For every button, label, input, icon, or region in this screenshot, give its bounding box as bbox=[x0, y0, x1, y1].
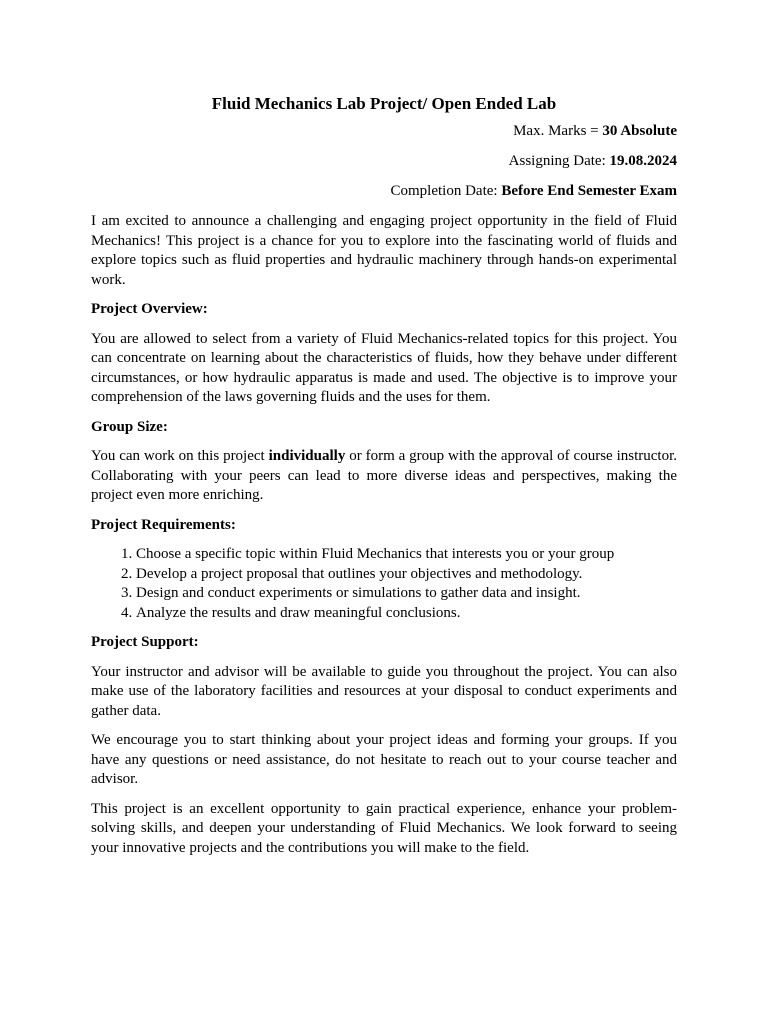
completion-date-line bbox=[91, 182, 677, 201]
assigning-date-line bbox=[91, 152, 677, 171]
requirements-list bbox=[91, 545, 677, 623]
document-title: Fluid Mechanics Lab Project/ Open Ended Lab bbox=[211, 94, 557, 113]
closing-paragraph: This project is an excellent opportunity to gain practical experience, enhance your problem-solving skills, and deepen your understanding of Fluid Mechanics. We look forward to seeing your innovative projects and the contributions you will make to the field. bbox=[91, 800, 677, 856]
requirement-item: 4. Analyze the results and draw meaningful conclusions. bbox=[136, 604, 677, 624]
requirement-item: 2. Develop a project proposal that outlines your objectives and methodology. bbox=[136, 565, 677, 585]
requirements-heading: Project Requirements: bbox=[91, 516, 236, 533]
group-size-text-after: or form a group with the approval of course instructor. Collaborating with your peers can lead to more diverse ideas and perspectives, making the project even more enriching. bbox=[91, 448, 677, 503]
max-marks-line bbox=[91, 122, 677, 141]
requirement-item: 3. Design and conduct experiments or simulations to gather data and insight. bbox=[136, 584, 677, 604]
completion-date-value: Before End Semester Exam bbox=[501, 183, 677, 199]
intro-paragraph: I am excited to announce a challenging and engaging project opportunity in the field of Fluid Mechanics! This project is a chance for you to explore into the fascinating world of fluids and explore topics such as fluid properties and hydraulic machinery through hands-on experimental work. bbox=[91, 213, 677, 288]
group-size-paragraph bbox=[91, 447, 677, 506]
support-paragraph: Your instructor and advisor will be available to guide you throughout the project. You can also make use of the laboratory facilities and resources at your disposal to conduct experiments and gather data. bbox=[91, 663, 677, 719]
group-size-text-before: You can work on this project bbox=[91, 448, 269, 464]
requirement-item: 1. Choose a specific topic within Fluid Mechanics that interests you or your group bbox=[136, 545, 677, 565]
assigning-date-label: Assigning Date: bbox=[508, 153, 610, 169]
max-marks-value: 30 Absolute bbox=[602, 123, 677, 139]
group-size-heading: Group Size: bbox=[91, 418, 168, 435]
overview-paragraph: You are allowed to select from a variety of Fluid Mechanics-related topics for this project. You can concentrate on learning about the characteristics of fluids, how they behave under different circumstances, or how hydraulic apparatus is made and used. The objective is to improve your comprehension of the laws governing fluids and the uses for them. bbox=[91, 330, 677, 405]
assigning-date-value: 19.08.2024 bbox=[609, 153, 677, 169]
overview-heading: Project Overview: bbox=[91, 301, 208, 317]
group-size-emphasis: individually bbox=[268, 448, 346, 464]
max-marks-label: Max. Marks = bbox=[513, 123, 603, 139]
encouragement-paragraph: We encourage you to start thinking about your project ideas and forming your groups. If you have any questions or need assistance, do not hesitate to reach out to your course teacher and advisor. bbox=[91, 732, 677, 787]
completion-date-label: Completion Date: bbox=[390, 183, 502, 199]
support-heading: Project Support: bbox=[91, 634, 199, 650]
